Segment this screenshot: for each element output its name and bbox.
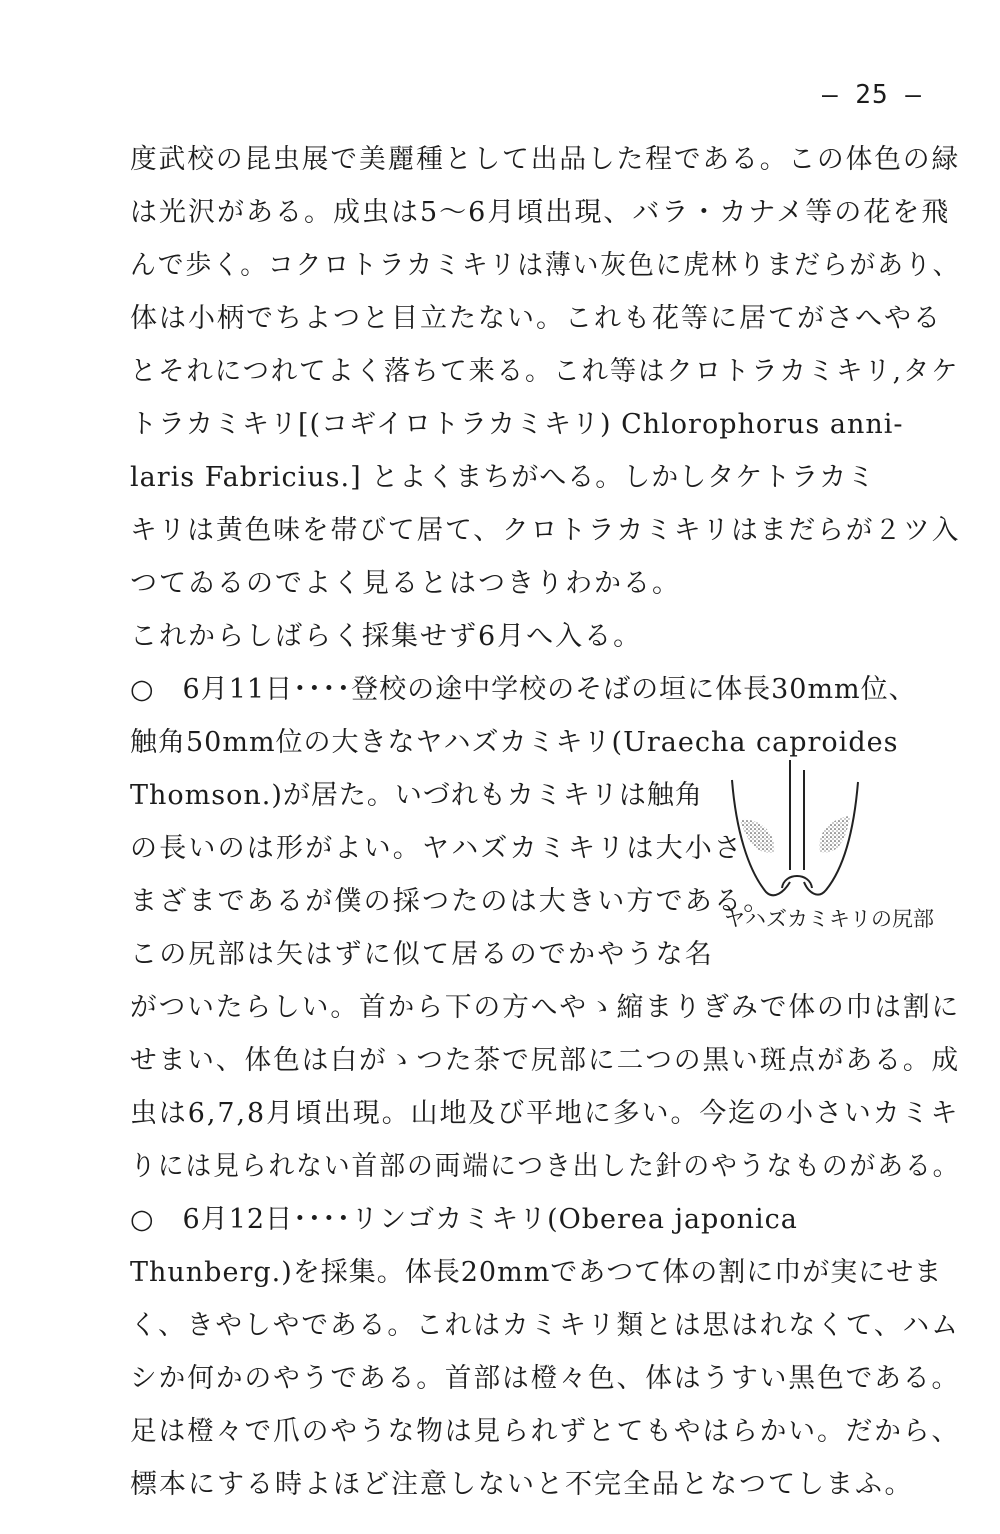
text-line-13: Thomson.)が居た。いづれもカミキリは触角 <box>130 780 703 811</box>
text-line-1: 度武校の昆虫展で美麗種として出品した程である。この体色の緑 <box>130 144 961 175</box>
text-line-2: は光沢がある。成虫は5～6月頃出現、バラ・カナメ等の花を飛 <box>130 197 951 228</box>
text-line-10: これからしばらく採集せず6月へ入る。 <box>130 621 643 652</box>
text-line-17: がついたらしい。首から下の方へやゝ縮まりぎみで体の巾は割に <box>130 992 961 1023</box>
text-line-26: 標本にする時よほど注意しないと不完全品となつてしまふ。 <box>130 1469 914 1500</box>
text-line-20: りには見られない首部の両端につき出した針のやうなものがある。 <box>130 1151 961 1182</box>
text-line-22: Thunberg.)を採集。体長20mmであつて体の割に巾が実にせま <box>130 1257 943 1288</box>
text-line-16: この尻部は矢はずに似て居るのでかやうな名 <box>130 939 714 970</box>
text-line-6: トラカミキリ[(コギイロトラカミキリ) Chlorophorus anni- <box>130 409 904 440</box>
text-line-25: 足は橙々で爪のやうな物は見られずとてもやはらかい。だから、 <box>130 1416 961 1447</box>
text-line-15: まざまであるが僕の採つたのは大きい方である。 <box>130 886 773 917</box>
text-line-4: 体は小柄でちよつと目立たない。これも花等に居てがさへやる <box>130 303 942 334</box>
text-line-5: とそれにつれてよく落ちて来る。これ等はクロトラカミキリ,タケ <box>130 356 960 387</box>
figure-caption: ヤハズカミキリの尻部 <box>724 907 934 931</box>
text-line-11: ○ 6月11日････登校の途中学校のそばの垣に体長30mm位、 <box>130 674 917 705</box>
text-line-18: せまい、体色は白がゝつた茶で尻部に二つの黒い斑点がある。成 <box>130 1045 961 1076</box>
page-number: — 25 — <box>822 80 922 110</box>
beetle-tail-drawing <box>718 760 908 905</box>
text-line-23: く、きやしやである。これはカミキリ類とは思はれなくて、ハム <box>130 1310 960 1341</box>
text-line-24: シか何かのやうである。首部は橙々色、体はうすい黒色である。 <box>130 1363 961 1394</box>
text-line-19: 虫は6,7,8月頃出現。山地及び平地に多い。今迄の小さいカミキ <box>130 1098 960 1129</box>
text-line-21: ○ 6月12日････リンゴカミキリ(Oberea japonica <box>130 1204 798 1235</box>
text-line-14: の長いのは形がよい。ヤハズカミキリは大小さ <box>130 833 744 864</box>
text-line-9: つてゐるのでよく見るとはつきりわかる。 <box>130 568 681 599</box>
text-line-12: 触角50mm位の大きなヤハズカミキリ(Uraecha caproides <box>130 727 899 758</box>
text-line-7: laris Fabricius.] とよくまちがへる。しかしタケトラカミ <box>130 462 876 493</box>
text-line-3: んで歩く。コクロトラカミキリは薄い灰色に虎林りまだらがあり、 <box>130 250 961 281</box>
text-line-8: キリは黄色味を帯びて居て、クロトラカミキリはまだらが２ツ入 <box>130 515 961 546</box>
